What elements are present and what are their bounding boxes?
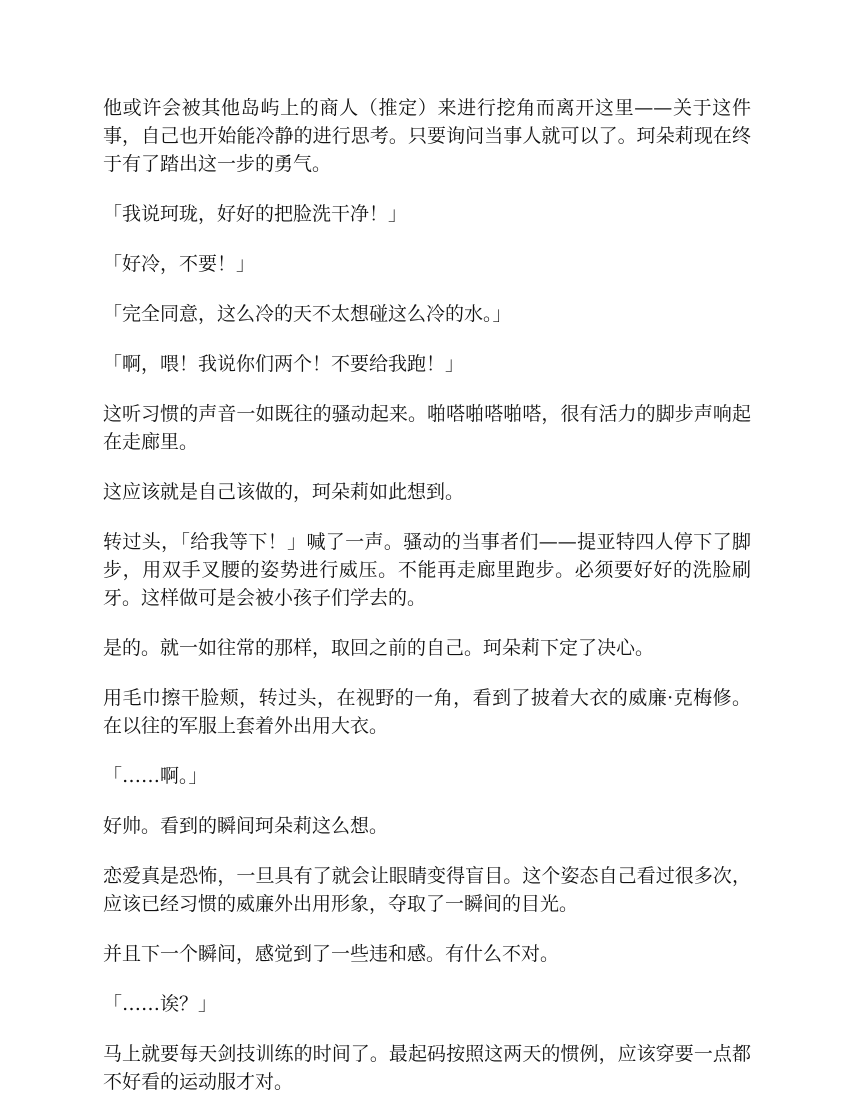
paragraph: 转过头，「给我等下！」喊了一声。骚动的当事者们——提亚特四人停下了脚步，用双手叉腰的姿势进行威压。不能再走廊里跑步。必须要好好的洗脸刷牙。这样做可是会被小孩子们学去的。 (103, 531, 751, 609)
paragraph: 这应该就是自己该做的，珂朵莉如此想到。 (103, 481, 465, 503)
paragraph: 是的。就一如往常的那样，取回之前的自己。珂朵莉下定了决心。 (103, 637, 655, 659)
paragraph: 「啊，喂！我说你们两个！不要给我跑！」 (103, 353, 465, 375)
paragraph: 「……诶？」 (103, 993, 218, 1015)
paragraph: 马上就要每天剑技训练的时间了。最起码按照这两天的惯例，应该穿要一点都不好看的运动服才对。 (103, 1043, 751, 1093)
paragraph: 「……啊。」 (103, 765, 208, 787)
paragraph: 「我说珂珑，好好的把脸洗干净！」 (103, 203, 408, 225)
paragraph: 「完全同意，这么冷的天不太想碰这么冷的水。」 (103, 303, 512, 325)
body-text (103, 94, 751, 1118)
paragraph: 「好冷，不要！」 (103, 253, 256, 275)
paragraph: 并且下一个瞬间，感觉到了一些违和感。有什么不对。 (103, 943, 560, 965)
paragraph: 用毛巾擦干脸颊，转过头，在视野的一角，看到了披着大衣的威廉·克梅修。在以往的军服上套着外出用大衣。 (103, 687, 751, 737)
paragraph: 恋爱真是恐怖，一旦具有了就会让眼睛变得盲目。这个姿态自己看过很多次，应该已经习惯的威廉外出用形象，夺取了一瞬间的目光。 (103, 865, 751, 915)
paragraph: 好帅。看到的瞬间珂朵莉这么想。 (103, 815, 389, 837)
paragraph: 这听习惯的声音一如既往的骚动起来。啪嗒啪嗒啪嗒，很有活力的脚步声响起在走廊里。 (103, 403, 751, 453)
paragraph: 他或许会被其他岛屿上的商人（推定）来进行挖角而离开这里——关于这件事，自己也开始能冷静的进行思考。只要询问当事人就可以了。珂朵莉现在终于有了踏出这一步的勇气。 (103, 97, 751, 175)
